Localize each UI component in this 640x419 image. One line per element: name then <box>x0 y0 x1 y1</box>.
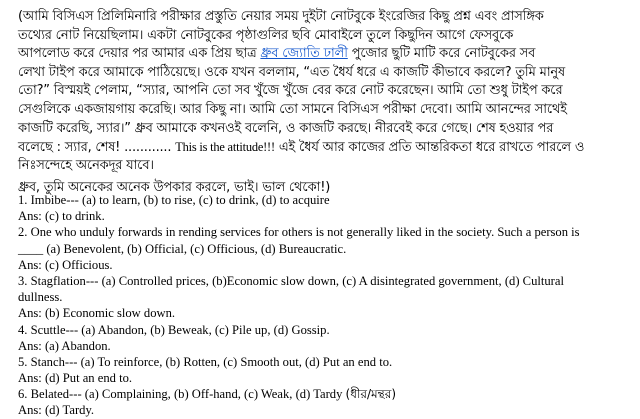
question-3: 3. Stagflation--- (a) Controlled prices, (b)Economic slow down, (c) A disintegrated government, (d) Cultural <box>18 273 564 288</box>
intro-line: নিঃসন্দেহে অনেকদূর যাবে। <box>18 157 154 173</box>
intro-line-text: এই ধৈর্য আর কাজের প্রতি আন্তরিকতা ধরে রাখতে পারলে ও <box>274 140 585 156</box>
answer-6: Ans: (d) Tardy. <box>18 403 95 418</box>
answer-3: Ans: (b) Economic slow down. <box>18 306 176 321</box>
question-2-cont: ____ (a) Benevolent, (b) Official, (c) Officious, (d) Bureaucratic. <box>18 241 347 256</box>
intro-line <box>18 45 624 64</box>
intro-line: তো?” বিস্ময়ই পেলাম, “স্যার, আপনি তো সব খুঁজে খুঁজে বের করে নোট করেছেন। আমি তো শুধু টাইপ করে <box>18 83 563 99</box>
student-name-link[interactable]: ধ্রুব জ্যোতি ঢালী <box>260 46 348 62</box>
closing-line: ধ্রুব, তুমি অনেকের অনেক উপকার করলে, ভাই। ভাল থেকো!) <box>18 180 331 196</box>
question-4: 4. Scuttle--- (a) Abandon, (b) Beweak, (c) Pile up, (d) Gossip. <box>18 322 330 337</box>
intro-line: তথ্যের নোট নিয়েছিলাম। একটা নোটবুকের পৃষ্ঠাগুলির ছবি মোবাইলে তুলে কিছুদিন আগে ফেসবুকে <box>18 27 514 43</box>
answer-4: Ans: (a) Abandon. <box>18 338 111 353</box>
answer-1: Ans: (c) to drink. <box>18 209 105 224</box>
question-2: 2. One who unduly forwards in rending services for others is not generally liked in the society. Such a person is <box>18 225 580 240</box>
intro-line: কাজটি করেছি, স্যার।” ধ্রুব আমাকে কখনওই বলেনি, ও কাজটি করছে। নীরবেই করে গেছে। শেষ হওয়ার পর <box>18 120 554 136</box>
question-5: 5. Stanch--- (a) To reinforce, (b) Rotten, (c) Smooth out, (d) Put an end to. <box>18 354 393 369</box>
intro-line-text: পুজোর ছুটি মাটি করে নোটবুকের সব <box>347 46 536 62</box>
question-list <box>18 192 624 419</box>
intro-line: (আমি বিসিএস প্রিলিমিনারি পরীক্ষার প্রস্তুতি নেয়ার সময় দুইটা নোটবুকে ইংরেজির কিছু প্রশ্ন এবং প্রাসঙ্গিক <box>18 9 544 24</box>
question-1: 1. Imbibe--- (a) to learn, (b) to rise, (c) to drink, (d) to acquire <box>18 193 330 207</box>
attitude-quote: This is the attitude!!! <box>175 140 275 155</box>
intro-line: লেখা টাইপ করে আমাকে পাঠিয়েছে। ওকে যখন বললাম, “এত ধৈর্য ধরে এ কাজটি কীভাবে করলে? তুমি মানুষ <box>18 64 565 80</box>
intro-line <box>18 138 624 157</box>
answer-5: Ans: (d) Put an end to. <box>18 371 133 386</box>
question-3-cont: dullness. <box>18 290 63 305</box>
answer-2: Ans: (c) Officious. <box>18 257 113 272</box>
question-6-text: 6. Belated--- (a) Complaining, (b) Off-hand, (c) Weak, (d) Tardy <box>18 387 346 402</box>
intro-paragraph <box>18 8 624 198</box>
intro-line-text: আপলোড করে দেয়ার পর আমার এক প্রিয় ছাত্র <box>18 46 261 62</box>
intro-line: সেগুলিকে একজায়গায় করেছি। আর কিছু না। আমি তো সামনে বিসিএস পরীক্ষা দেবো। আমি আনন্দের সাথেই <box>18 101 567 117</box>
question-6-bengali-gloss: (ধীর/মন্থর) <box>345 387 397 402</box>
question-6 <box>18 386 624 402</box>
intro-line-text: বলেছে : স্যার, শেষ! ............ <box>18 140 176 156</box>
